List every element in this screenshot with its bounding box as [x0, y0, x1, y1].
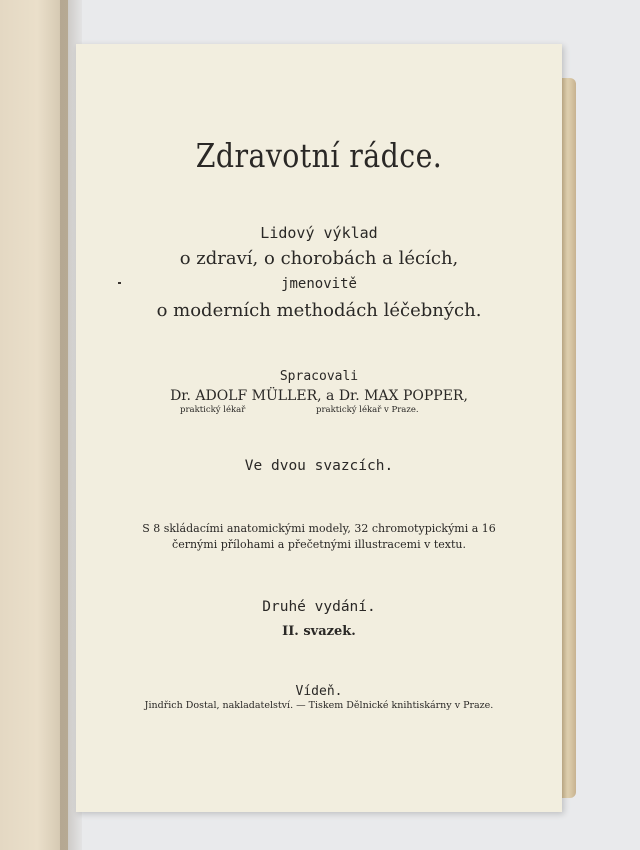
description-line-2: černými přílohami a přečetnými illustracemi v textu. [172, 538, 466, 551]
volume-label: II. svazek. [282, 624, 356, 639]
prepared-by-label: Spracovali [279, 369, 359, 384]
subtitle-line-3: jmenovitě [281, 276, 357, 292]
subtitle-line-1: Lidový výklad [260, 224, 378, 242]
left-page [0, 0, 68, 850]
book-title: Zdravotní rádce. [195, 136, 443, 175]
authors-line: Dr. ADOLF MÜLLER, a Dr. MAX POPPER, [170, 388, 468, 404]
edition-label: Druhé vydání. [262, 599, 376, 615]
publisher-line: Jindřich Dostal, nakladatelství. — Tiskem Dělnické knihtiskárny v Praze. [144, 700, 494, 711]
author2-role: praktický lékař v Praze. [316, 405, 419, 415]
description-line-1: S 8 skládacími anatomickými modely, 32 chromotypickými a 16 [142, 522, 496, 535]
title-page [76, 44, 562, 812]
ink-speck [118, 282, 121, 284]
author-roles [76, 405, 562, 419]
volumes-note: Ve dvou svazcích. [244, 458, 394, 474]
publication-city: Vídeň. [295, 684, 343, 699]
subtitle-line-4: o moderních methodách léčebných. [156, 300, 482, 321]
author1-role: praktický lékař [180, 405, 246, 415]
subtitle-line-2: o zdraví, o chorobách a lécích, [179, 248, 459, 269]
